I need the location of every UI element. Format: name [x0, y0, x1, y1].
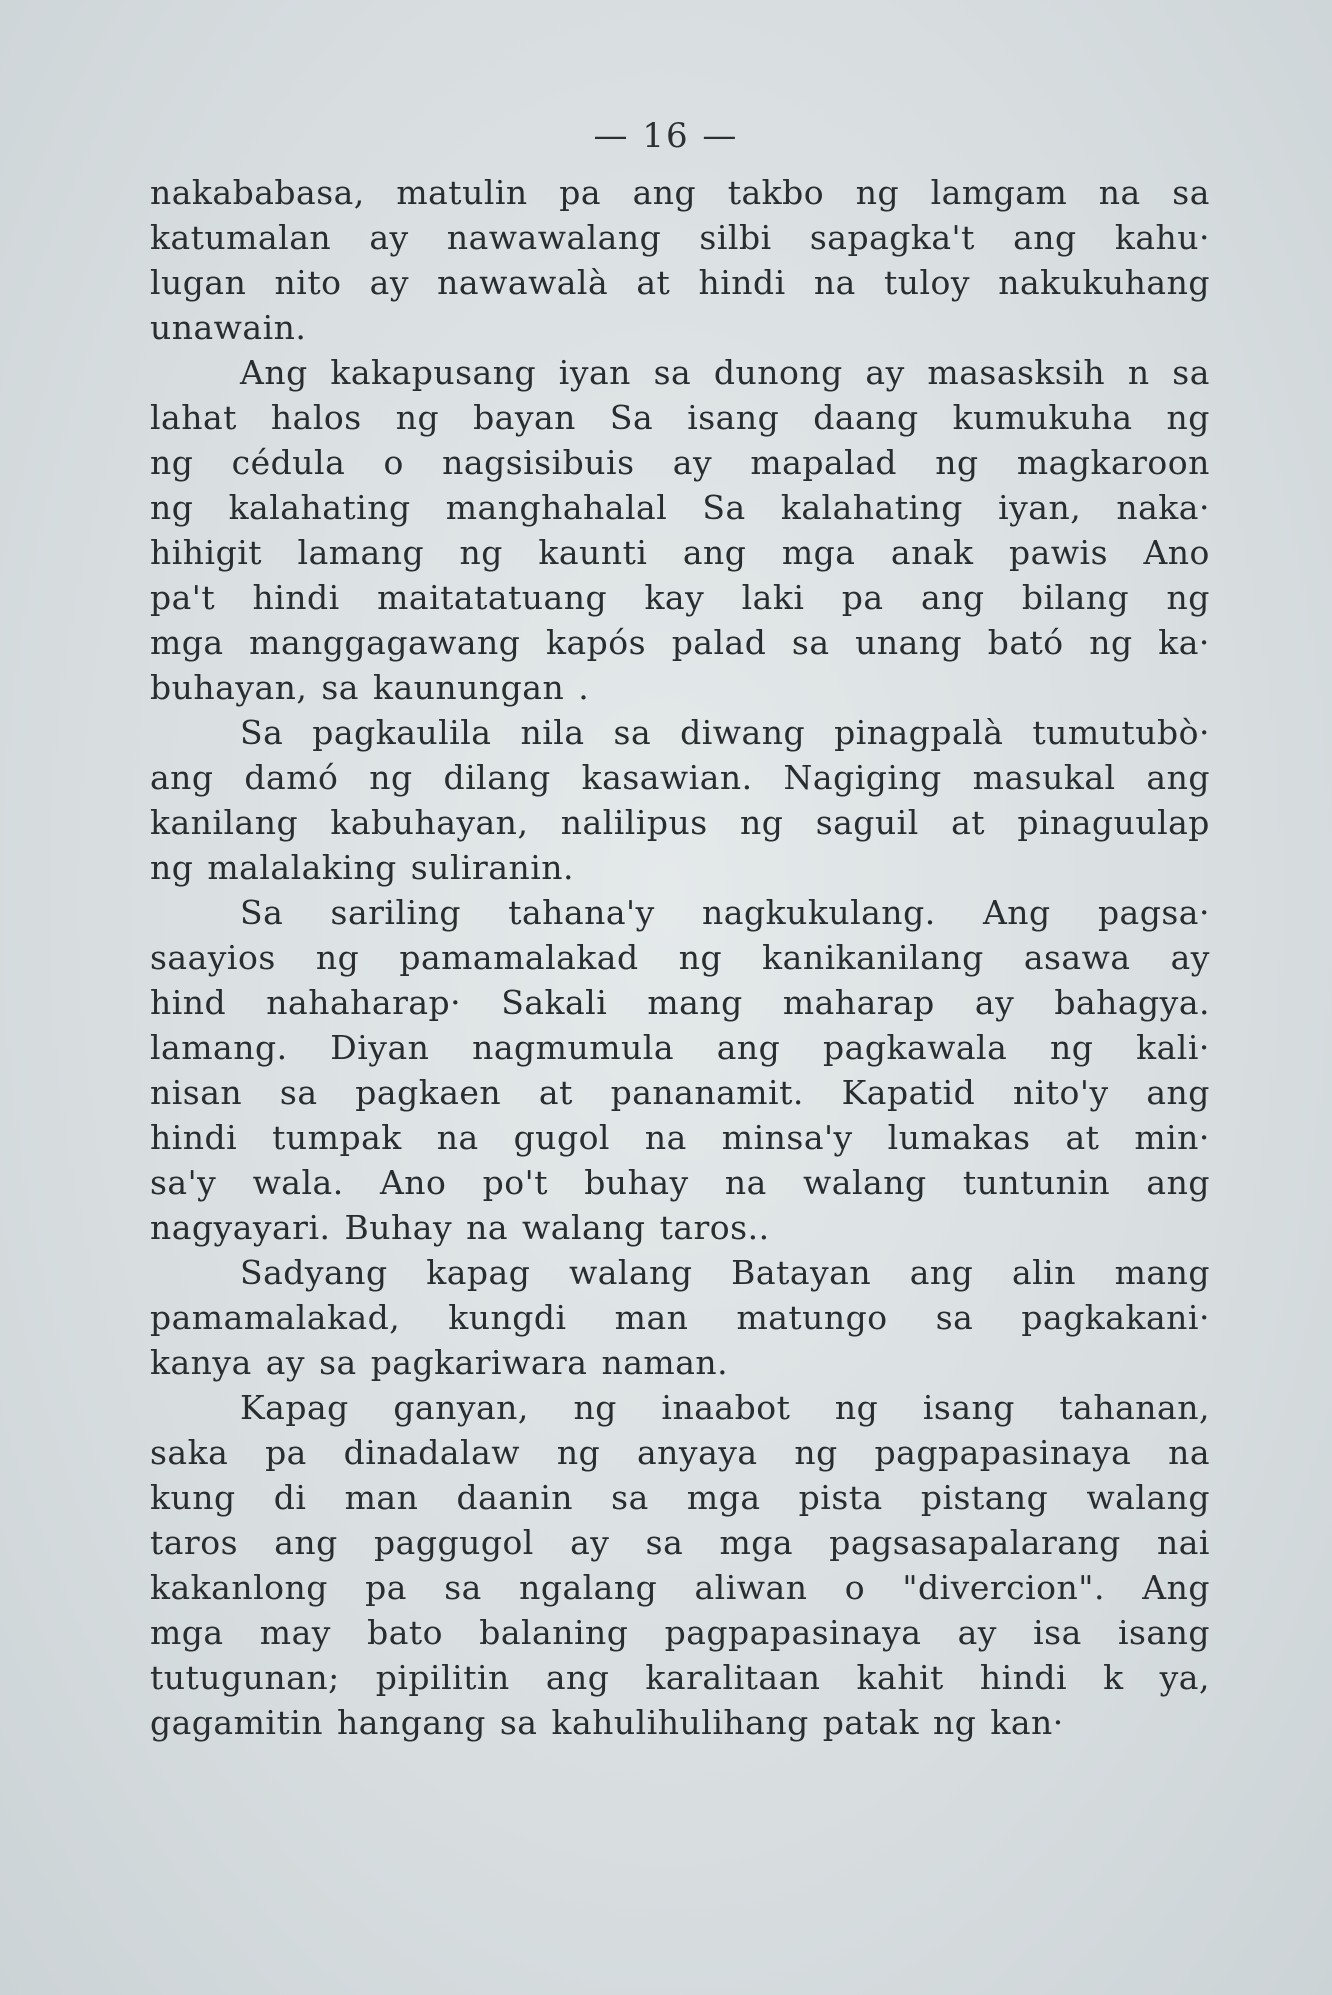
text-line: saka pa dinadalaw ng anyaya ng pagpapasinaya na [150, 1433, 1210, 1472]
text-line: ng kalahating manghahalal Sa kalahating iyan, naka· [150, 488, 1210, 527]
paragraph [150, 710, 1210, 890]
text-line: gagamitin hangang sa kahulihulihang patak ng kan· [150, 1703, 1064, 1742]
text-line: lugan nito ay nawawalà at hindi na tuloy nakukuhang [150, 263, 1210, 302]
text-line: ng malalaking suliranin. [150, 848, 575, 887]
paragraph [150, 890, 1210, 1250]
text-line: lamang. Diyan nagmumula ang pagkawala ng kali· [150, 1028, 1210, 1067]
text-line: buhayan, sa kaunungan . [150, 668, 590, 707]
text-line: mga may bato balaning pagpapasinaya ay isa isang [150, 1613, 1210, 1652]
text-line: hihigit lamang ng kaunti ang mga anak pawis Ano [150, 533, 1210, 572]
text-line: kanilang kabuhayan, nalilipus ng saguil at pinaguulap [150, 803, 1210, 842]
text-line: nagyayari. Buhay na walang taros.. [150, 1208, 770, 1247]
text-line: hind nahaharap· Sakali mang maharap ay bahagya. [150, 983, 1210, 1022]
text-line: kanya ay sa pagkariwara naman. [150, 1343, 729, 1382]
text-line: taros ang paggugol ay sa mga pagsasapalarang nai [150, 1523, 1210, 1562]
text-line: lahat halos ng bayan Sa isang daang kumukuha ng [150, 398, 1210, 437]
paragraph [150, 1385, 1210, 1745]
body-text [150, 170, 1210, 1745]
text-line: Ang kakapusang iyan sa dunong ay masasksih n sa [240, 353, 1210, 392]
text-line: kung di man daanin sa mga pista pistang walang [150, 1478, 1210, 1517]
text-line: sa'y wala. Ano po't buhay na walang tuntunin ang [150, 1163, 1210, 1202]
text-line: hindi tumpak na gugol na minsa'y lumakas at min· [150, 1118, 1210, 1157]
text-line: Sadyang kapag walang Batayan ang alin mang [240, 1253, 1210, 1292]
text-line: nisan sa pagkaen at pananamit. Kapatid nito'y ang [150, 1073, 1210, 1112]
page-number: — 16 — [593, 116, 739, 156]
text-line: kakanlong pa sa ngalang aliwan o "divercion". Ang [150, 1568, 1210, 1607]
text-line: tutugunan; pipilitin ang karalitaan kahit hindi k ya, [150, 1658, 1210, 1697]
text-line: unawain. [150, 308, 307, 347]
text-line: Sa sariling tahana'y nagkukulang. Ang pagsa· [240, 893, 1210, 932]
text-line: pamamalakad, kungdi man matungo sa pagkakani· [150, 1298, 1210, 1337]
text-line: ang damó ng dilang kasawian. Nagiging masukal ang [150, 758, 1210, 797]
text-line: saayios ng pamamalakad ng kanikanilang asawa ay [150, 938, 1210, 977]
text-line: pa't hindi maitatatuang kay laki pa ang bilang ng [150, 578, 1210, 617]
text-line: ng cédula o nagsisibuis ay mapalad ng magkaroon [150, 443, 1210, 482]
text-line: katumalan ay nawawalang silbi sapagka't ang kahu· [150, 218, 1210, 257]
paragraph [150, 1250, 1210, 1385]
text-line: Kapag ganyan, ng inaabot ng isang tahanan, [240, 1388, 1210, 1427]
paragraph [150, 170, 1210, 350]
text-line: Sa pagkaulila nila sa diwang pinagpalà tumutubò· [240, 713, 1210, 752]
paragraph [150, 350, 1210, 710]
text-line: nakababasa, matulin pa ang takbo ng lamgam na sa [150, 173, 1210, 212]
text-line: mga manggagawang kapós palad sa unang bató ng ka· [150, 623, 1210, 662]
